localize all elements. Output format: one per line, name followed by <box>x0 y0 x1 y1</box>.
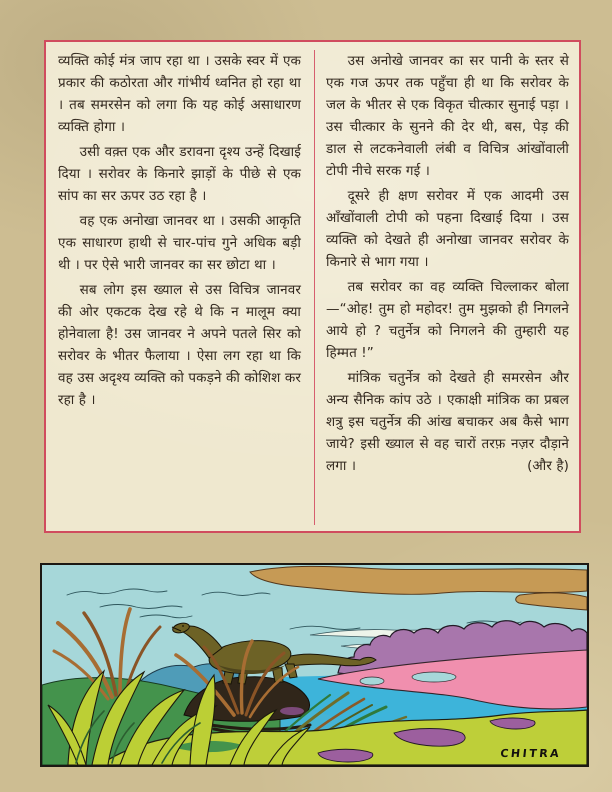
story-text-frame <box>44 40 581 533</box>
lake-creature-scene <box>42 565 587 765</box>
right-column <box>315 50 569 525</box>
left-column <box>58 50 315 525</box>
story-paragraph: वह एक अनोखा जानवर था । उसकी आकृति एक साधारण हाथी से चार-पांच गुने अधिक बड़ी थी । पर ऐसे भारी जानवर का सर छोटा था । <box>58 213 301 273</box>
story-paragraph: तब सरोवर का वह व्यक्ति चिल्लाकर बोला—“ओह! तुम हो महोदर! तुम मुझको ही निगलने आये हो ? चतुर्नेत्र को निगलने की तुम्हारी यह हिम्मत !” <box>326 279 569 361</box>
artist-signature: CHITRA <box>499 747 562 760</box>
story-paragraph: उसी वक़्त एक और डरावना दृश्य उन्हें दिखाई दिया । सरोवर के किनारे झाड़ों के पीछे से एक सांप का सर ऊपर उठ रहा है । <box>58 144 301 204</box>
story-illustration <box>40 563 589 767</box>
story-paragraph: सब लोग इस ख्याल से उस विचित्र जानवर की ओर एकटक देख रहे थे कि न मालूम क्या होनेवाला है! उस जानवर ने अपने पतले सिर को सरोवर के भीतर फैलाया । ऐसा लग रहा था कि वह उस अदृश्य व्यक्ति को पकड़ने की कोशिश कर रहा है । <box>58 282 301 408</box>
story-paragraph: उस अनोखे जानवर का सर पानी के स्तर से एक गज ऊपर तक पहुँचा ही था कि सरोवर के जल के भीतर से एक विकृत चीत्कार सुनाई पड़ा । उस चीत्कार के सुनने की देर थी, बस, पेड़ की डाल से लटकनेवाली लंबी व विचित्र आंखोंवाली टोपी नीचे सरक गई । <box>326 53 569 179</box>
continued-marker: (और है) <box>527 458 569 474</box>
story-paragraph: व्यक्ति कोई मंत्र जाप रहा था । उसके स्वर में एक प्रकार की कठोरता और गांभीर्य ध्वनित हो रहा था । तब समरसेन को लगा कि यह कोई असाधारण व्यक्ति होगा । <box>58 53 301 135</box>
story-paragraph: मांत्रिक चतुर्नेत्र को देखते ही समरसेन और अन्य सैनिक कांप उठे । एकाक्षी मांत्रिक का प्रबल शत्रु इस चतुर्नेत्र की आंख बचाकर अब कैसे भाग जाये? इसी ख्याल से वह चारों तरफ़ नज़र दौड़ाने लगा । (और है) <box>326 367 569 477</box>
story-paragraph: दूसरे ही क्षण सरोवर में एक आदमी उस आँखोंवाली टोपी को पहना दिखाई दिया । उस व्यक्ति को देखते ही अनोखा जानवर सरोवर के किनारे से भाग गया । <box>326 188 569 270</box>
